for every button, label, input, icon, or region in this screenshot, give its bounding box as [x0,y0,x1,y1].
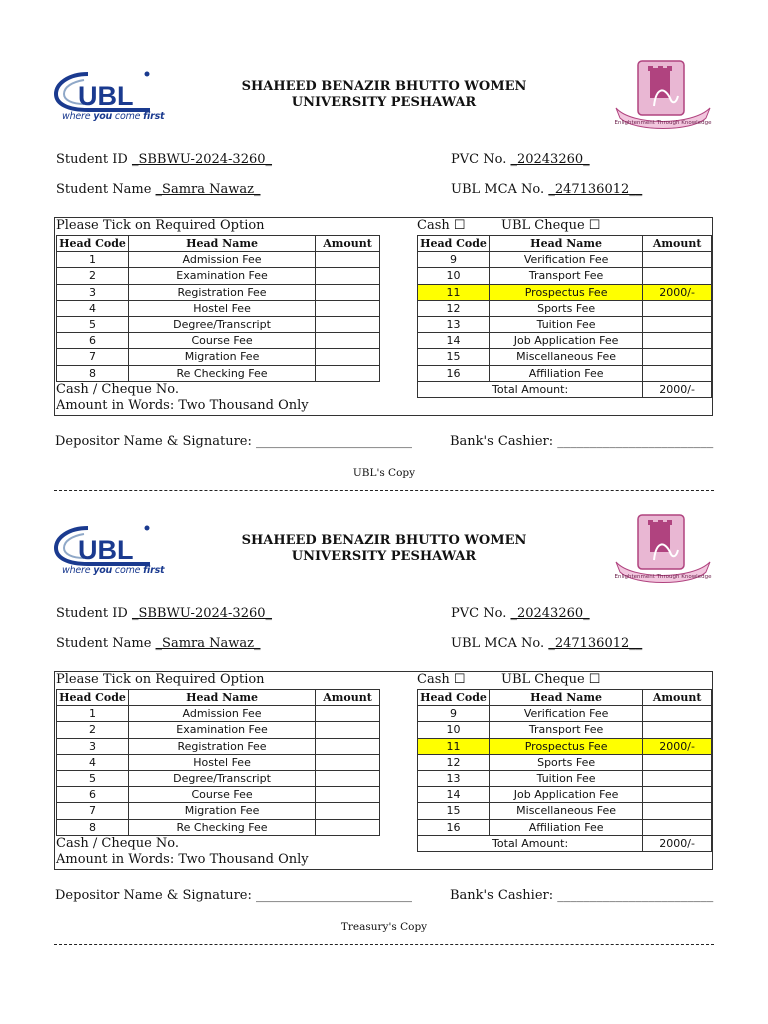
fee-row [57,770,380,786]
fee-name-cell: Verification Fee [489,252,642,268]
university-seal-logo [612,58,714,134]
fee-row [57,706,380,722]
fee-code-cell: 1 [57,252,129,268]
fee-code-cell: 7 [57,349,129,365]
fee-row [418,284,712,300]
fee-row [418,333,712,349]
fee-code-cell: 3 [57,738,129,754]
fee-code-cell: 5 [57,316,129,332]
fee-name-cell: Course Fee [128,333,315,349]
fee-name-cell: Migration Fee [128,349,315,365]
fee-code-cell: 4 [57,754,129,770]
fee-row [57,252,380,268]
fee-name-cell: Affiliation Fee [489,819,642,835]
fee-code-cell: 15 [418,803,490,819]
fee-name-cell: Miscellaneous Fee [489,349,642,365]
fee-table-left [56,235,380,382]
fee-name-cell: Admission Fee [128,252,315,268]
fee-row [418,754,712,770]
fee-row [418,770,712,786]
header-amount: Amount [316,690,380,706]
fee-code-cell: 10 [418,722,490,738]
fee-code-cell: 9 [418,252,490,268]
university-title [220,79,548,111]
header-amount: Amount [643,236,712,252]
university-title [220,533,548,565]
fee-code-cell: 1 [57,706,129,722]
fee-row [57,819,380,835]
amount-in-words: Amount in Words: Two Thousand Only [56,852,309,867]
fee-amount-cell[interactable] [316,268,380,284]
fee-amount-cell[interactable] [316,333,380,349]
copy-label: UBL's Copy [352,467,416,479]
fee-name-cell: Tuition Fee [489,770,642,786]
ubl-mca-field: UBL MCA No. _247136012__ [451,636,643,651]
fee-amount-cell[interactable] [316,252,380,268]
fee-row [418,316,712,332]
fee-amount-cell[interactable] [643,803,712,819]
fee-amount-cell[interactable] [316,300,380,316]
fee-name-cell: Tuition Fee [489,316,642,332]
fee-code-cell: 16 [418,819,490,835]
fee-row [57,803,380,819]
fee-name-cell: Re Checking Fee [128,819,315,835]
fee-code-cell: 8 [57,365,129,381]
fee-amount-cell[interactable] [643,365,712,381]
cut-line [54,944,714,945]
fee-code-cell: 3 [57,284,129,300]
fee-code-cell: 13 [418,316,490,332]
fee-name-cell: Affiliation Fee [489,365,642,381]
fee-row [57,268,380,284]
fee-row [57,787,380,803]
total-amount-value: 2000/- [643,835,712,851]
fee-row [418,722,712,738]
fee-code-cell: 8 [57,819,129,835]
ubl-tagline: where you come first [62,565,165,576]
cash-checkbox[interactable]: Cash ☐ [417,218,466,233]
fee-row [418,365,712,381]
fee-amount-cell[interactable] [316,787,380,803]
fee-name-cell: Admission Fee [128,706,315,722]
fee-amount-cell[interactable] [643,300,712,316]
pvc-field: PVC No. _20243260_ [451,606,590,621]
fee-name-cell: Transport Fee [489,268,642,284]
fee-amount-cell[interactable] [643,706,712,722]
fee-code-cell: 6 [57,333,129,349]
svg-text:Enlightenment Through Knowledg: Enlightenment Through Knowledge [614,120,712,126]
fee-row [57,316,380,332]
fee-amount-cell[interactable] [643,316,712,332]
fee-amount-cell[interactable] [316,365,380,381]
fee-row [57,300,380,316]
fee-code-cell: 10 [418,268,490,284]
fee-amount-cell[interactable] [643,252,712,268]
fee-amount-cell[interactable] [316,706,380,722]
student-name-field: Student Name _Samra Nawaz_ [56,182,261,197]
title-line-2: UNIVERSITY PESHAWAR [291,549,477,564]
title-line-1: SHAHEED BENAZIR BHUTTO WOMEN [241,533,527,548]
bank-cashier-line: Bank's Cashier: ________________________ [450,434,714,449]
challan-copy [0,0,768,479]
header-head-name: Head Name [489,236,642,252]
ubl-cheque-checkbox[interactable]: UBL Cheque ☐ [501,672,601,687]
fee-row [418,803,712,819]
copy-label: Treasury's Copy [340,921,428,933]
fee-amount-cell[interactable] [316,316,380,332]
fee-code-cell: 9 [418,706,490,722]
pvc-field: PVC No. _20243260_ [451,152,590,167]
fee-name-cell: Degree/Transcript [128,770,315,786]
fee-row [418,706,712,722]
fee-amount-cell[interactable] [643,722,712,738]
fee-name-cell: Migration Fee [128,803,315,819]
fee-row [418,252,712,268]
fee-code-cell: 11 [418,284,490,300]
svg-text:UBL: UBL [78,535,134,565]
student-id-field: Student ID _SBBWU-2024-3260_ [56,152,273,167]
fee-name-cell: Miscellaneous Fee [489,803,642,819]
fee-amount-cell[interactable] [643,770,712,786]
fee-code-cell: 5 [57,770,129,786]
fee-table-right [417,235,712,398]
fee-amount-cell[interactable] [316,803,380,819]
fee-amount-cell[interactable] [643,787,712,803]
fee-name-cell: Re Checking Fee [128,365,315,381]
fee-code-cell: 15 [418,349,490,365]
cheque-number-label: Cash / Cheque No. [56,382,180,397]
fee-name-cell: Registration Fee [128,738,315,754]
fee-amount-cell[interactable] [643,754,712,770]
fee-amount-cell[interactable] [643,268,712,284]
header-head-name: Head Name [489,690,642,706]
svg-text:Enlightenment Through Knowledg: Enlightenment Through Knowledge [614,574,712,580]
fee-code-cell: 11 [418,738,490,754]
total-amount-label: Total Amount: [418,381,643,397]
fee-name-cell: Transport Fee [489,722,642,738]
ubl-tagline: where you come first [62,111,165,122]
fee-code-cell: 14 [418,333,490,349]
student-name-field: Student Name _Samra Nawaz_ [56,636,261,651]
fee-name-cell: Registration Fee [128,284,315,300]
fee-row [418,787,712,803]
fee-name-cell: Examination Fee [128,268,315,284]
fee-amount-cell[interactable] [316,819,380,835]
fee-row [57,349,380,365]
header-amount: Amount [643,690,712,706]
header-amount: Amount [316,236,380,252]
fee-row [57,284,380,300]
fee-name-cell: Hostel Fee [128,754,315,770]
fee-code-cell: 2 [57,722,129,738]
fee-name-cell: Job Application Fee [489,333,642,349]
fee-code-cell: 12 [418,300,490,316]
fee-amount-cell[interactable]: 2000/- [643,284,712,300]
fee-table-left [56,689,380,836]
svg-text:UBL: UBL [78,81,134,111]
header-head-code: Head Code [418,236,490,252]
header-head-name: Head Name [128,690,315,706]
total-amount-label: Total Amount: [418,835,643,851]
fee-name-cell: Prospectus Fee [489,284,642,300]
fee-amount-cell[interactable] [643,819,712,835]
cheque-number-label: Cash / Cheque No. [56,836,180,851]
header-head-code: Head Code [418,690,490,706]
fee-name-cell: Prospectus Fee [489,738,642,754]
fee-amount-cell[interactable] [643,333,712,349]
fee-code-cell: 2 [57,268,129,284]
fee-amount-cell[interactable] [316,754,380,770]
fee-amount-cell[interactable]: 2000/- [643,738,712,754]
fee-row [57,754,380,770]
fee-row [57,738,380,754]
bank-cashier-line: Bank's Cashier: ________________________ [450,888,714,903]
title-line-2: UNIVERSITY PESHAWAR [291,95,477,110]
fee-row [57,722,380,738]
fee-name-cell: Job Application Fee [489,787,642,803]
fee-amount-cell[interactable] [316,284,380,300]
fee-amount-cell[interactable] [643,349,712,365]
fee-name-cell: Hostel Fee [128,300,315,316]
fee-code-cell: 14 [418,787,490,803]
fee-name-cell: Sports Fee [489,300,642,316]
fee-name-cell: Course Fee [128,787,315,803]
fee-code-cell: 16 [418,365,490,381]
header-head-name: Head Name [128,236,315,252]
fee-row [418,738,712,754]
fee-table-right [417,689,712,852]
fee-row [418,349,712,365]
fee-name-cell: Sports Fee [489,754,642,770]
fee-amount-cell[interactable] [316,738,380,754]
ubl-cheque-checkbox[interactable]: UBL Cheque ☐ [501,218,601,233]
fee-amount-cell[interactable] [316,770,380,786]
tick-prompt: Please Tick on Required Option [56,218,265,233]
fee-amount-cell[interactable] [316,722,380,738]
fee-row [418,300,712,316]
fee-name-cell: Degree/Transcript [128,316,315,332]
fee-row [57,333,380,349]
student-id-field: Student ID _SBBWU-2024-3260_ [56,606,273,621]
fee-code-cell: 6 [57,787,129,803]
ubl-mca-field: UBL MCA No. _247136012__ [451,182,643,197]
fee-code-cell: 12 [418,754,490,770]
total-amount-value: 2000/- [643,381,712,397]
cash-checkbox[interactable]: Cash ☐ [417,672,466,687]
header-head-code: Head Code [57,690,129,706]
fee-amount-cell[interactable] [316,349,380,365]
university-seal-logo [612,512,714,588]
fee-row [418,268,712,284]
tick-prompt: Please Tick on Required Option [56,672,265,687]
fee-name-cell: Verification Fee [489,706,642,722]
header-head-code: Head Code [57,236,129,252]
fee-code-cell: 13 [418,770,490,786]
fee-row [57,365,380,381]
depositor-signature-line: Depositor Name & Signature: ________________________ [55,434,412,449]
fee-code-cell: 7 [57,803,129,819]
fee-name-cell: Examination Fee [128,722,315,738]
challan-copy [0,454,768,933]
fee-row [418,819,712,835]
fee-code-cell: 4 [57,300,129,316]
amount-in-words: Amount in Words: Two Thousand Only [56,398,309,413]
title-line-1: SHAHEED BENAZIR BHUTTO WOMEN [241,79,527,94]
depositor-signature-line: Depositor Name & Signature: ________________________ [55,888,412,903]
